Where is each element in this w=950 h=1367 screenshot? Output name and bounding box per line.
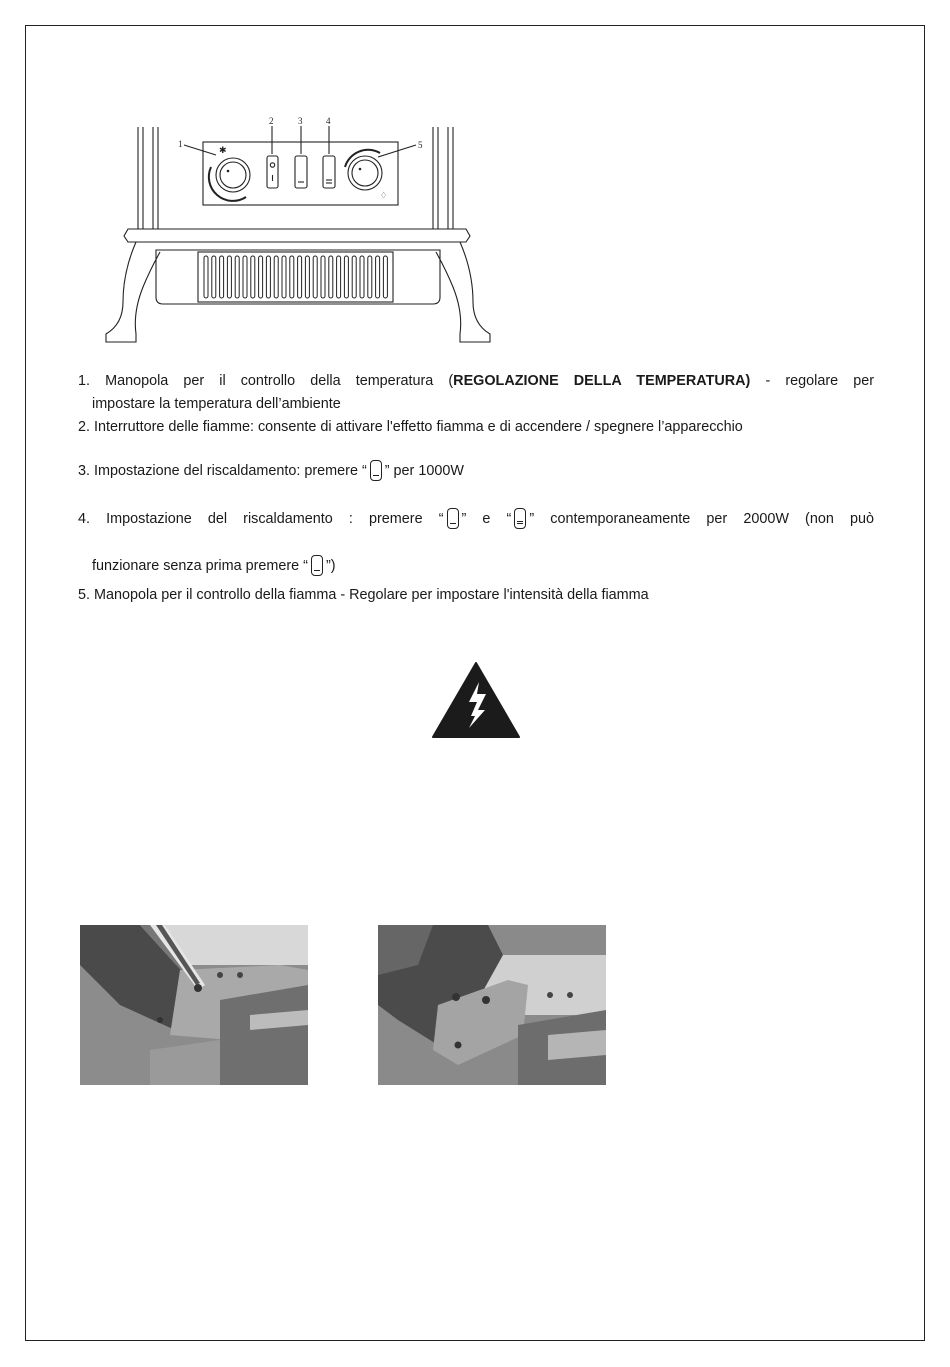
electrical-hazard-triangle-icon [431,660,521,740]
grille-slat [282,256,286,298]
list-item-2: 2. Interruttore delle fiamme: consente di attivare l'effetto fiamma e di accendere / spegnere l’apparecchio [78,419,743,435]
grille-slat [298,256,302,298]
grille-slat [329,256,333,298]
single-bar-switch-icon [311,555,323,576]
list-item-5: 5. Manopola per il controllo della fiamma - Regolare per impostare l'intensità della fiamma [78,587,649,603]
grille-slat [376,256,380,298]
grille-slat [344,256,348,298]
list-item-1-cont: impostare la temperatura dell’ambiente [92,396,341,412]
list-item-4: 4. Impostazione del riscaldamento : premere “ ” e “ ” contemporaneamente per 2000W (non può [78,508,874,530]
grille-slat [274,256,278,298]
grille-slat [352,256,356,298]
callout-4: 4 [326,116,331,126]
grille-slat [204,256,208,298]
grille-slat [360,256,364,298]
grille-slat [243,256,247,298]
flame-bulb-icon: ♢ [380,191,388,200]
grille-slat [290,256,294,298]
callout-3: 3 [298,116,303,126]
list-item-4-cont: funzionare senza prima premere “ ”) [92,555,874,577]
grille-slat [212,256,216,298]
grille-slat [227,256,231,298]
list-item-3: 3. Impostazione del riscaldamento: premere “ ” per 1000W [78,460,874,482]
list-item-1: 1. Manopola per il controllo della temperatura (REGOLAZIONE DELLA TEMPERATURA) - regolare per [78,373,874,389]
single-bar-switch-icon [447,508,459,529]
grille-slat [235,256,239,298]
grille-slat [251,256,255,298]
grille-slat [259,256,263,298]
callout-5: 5 [418,140,423,150]
sun-icon: ✱ [219,145,227,155]
grille-slat [220,256,224,298]
grille-slat [321,256,325,298]
double-bar-switch-icon [514,508,526,529]
assembly-photo-screwdriver [80,925,308,1085]
single-bar-switch-icon [370,460,382,481]
grille-slat [337,256,341,298]
grille-slat [368,256,372,298]
grille-slat [305,256,309,298]
grille-slat [266,256,270,298]
callout-2: 2 [269,116,274,126]
grille-slat [383,256,387,298]
callout-1: 1 [178,139,183,149]
assembly-photo-bracket-fixed [378,925,606,1085]
grille-slat [313,256,317,298]
control-panel-diagram [98,112,500,360]
